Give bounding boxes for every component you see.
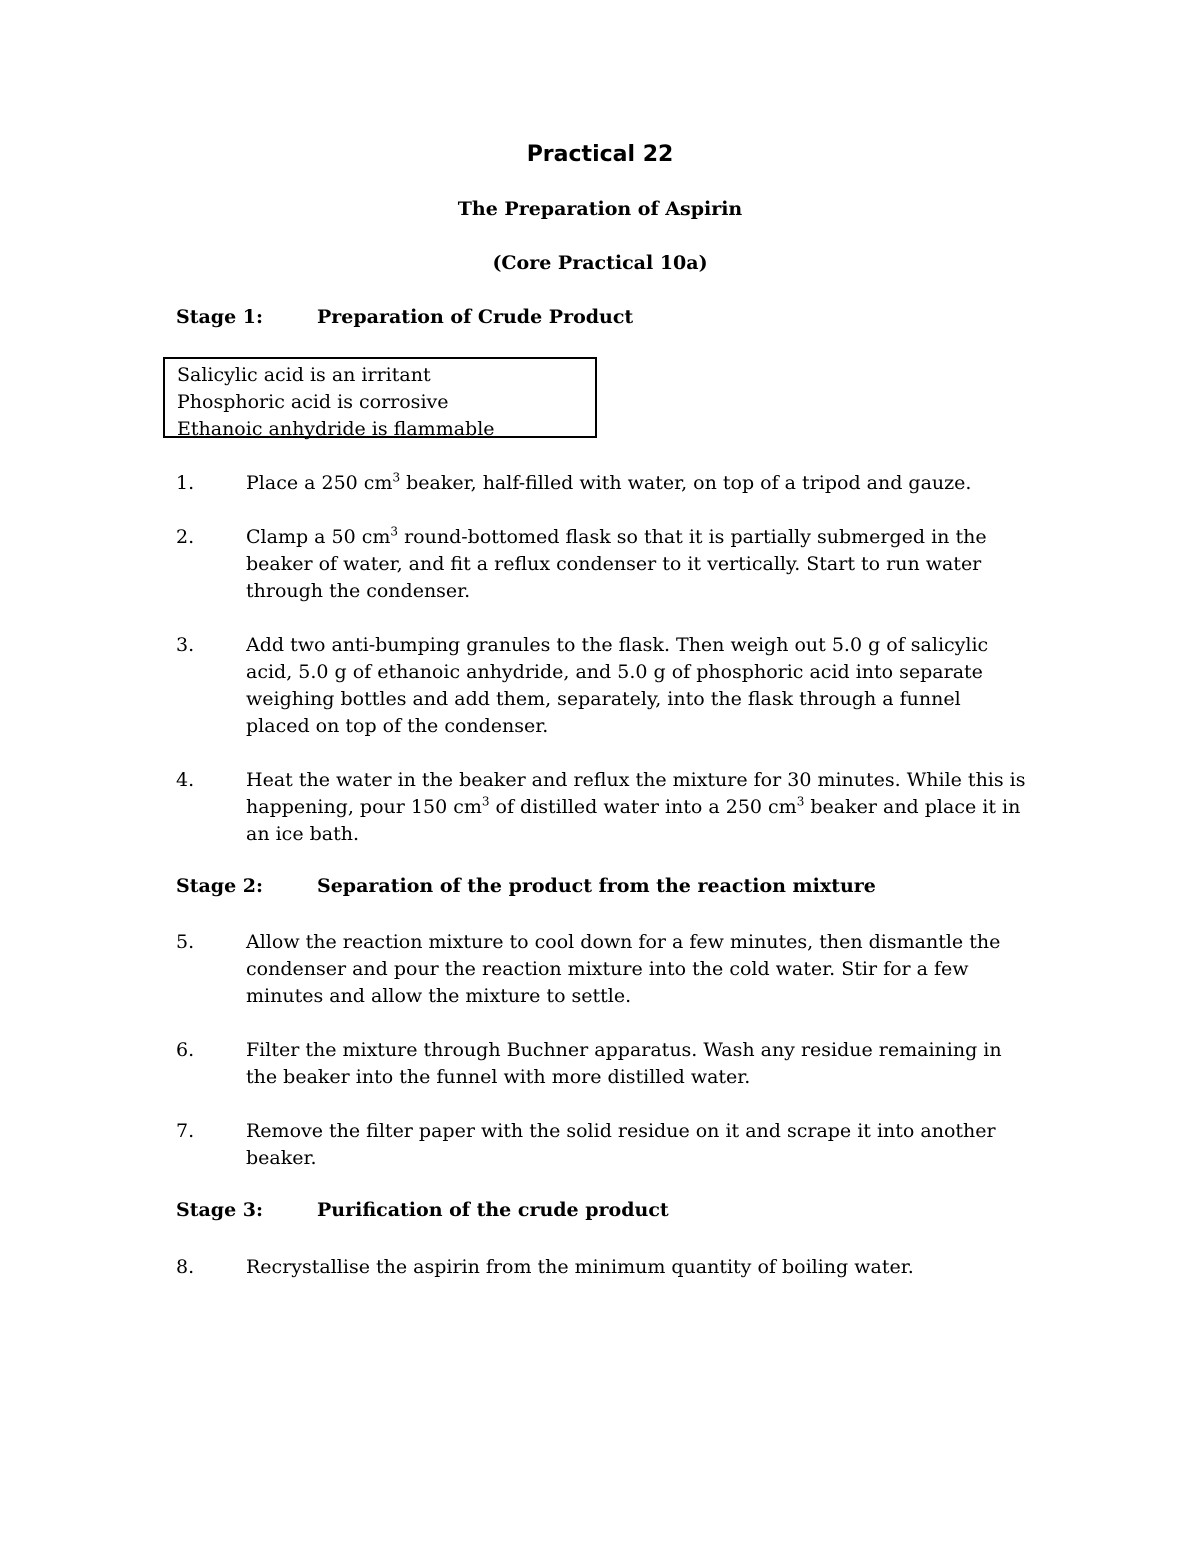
step-text: Place a 250 $cm^3$ beaker, half-filled with water, on top of a tripod and gauze.: [246, 470, 972, 494]
document-subtitle: The Preparation of Aspirin: [457, 198, 743, 220]
stage-title: Preparation of Crude Product: [317, 306, 634, 328]
hazard-item: Phosphoric acid is corrosive: [177, 391, 449, 413]
step-text: Add two anti-bumping granules to the flask. Then weigh out 5.0 g of salicylic acid, 5.0 g of ethanoic anhydride, and 5.0 g of phosphoric acid into separate weighing bottles and add them, separately, into the flask through a funnel placed on top of the condenser.: [246, 634, 989, 737]
stage-title: Purification of the crude product: [317, 1199, 669, 1221]
step-number: 8.: [176, 1256, 195, 1278]
step-text: Recrystallise the aspirin from the minimum quantity of boiling water.: [246, 1256, 914, 1278]
step-number: 5.: [176, 931, 195, 953]
step-number: 2.: [176, 526, 195, 548]
hazard-item: Ethanoic anhydride is flammable: [177, 418, 495, 440]
hazard-box: [163, 357, 597, 438]
core-practical-label: (Core Practical 10a): [492, 252, 708, 274]
step-text: Clamp a 50 $cm^3$ round-bottomed flask so that it is partially submerged in the beaker of water, and fit a reflux condenser to it vertically. Start to run water through the condenser.: [246, 524, 987, 602]
stage-number: Stage 3:: [176, 1199, 264, 1221]
stage-number: Stage 1:: [176, 306, 264, 328]
step-number: 4.: [176, 769, 195, 791]
step-text: Heat the water in the beaker and reflux the mixture for 30 minutes. While this is happening, pour 150 $cm^3$ of distilled water into a 250 $cm^3$ beaker and place it in an ice bath.: [246, 769, 1026, 845]
hazard-item: Salicylic acid is an irritant: [177, 364, 431, 386]
step-number: 6.: [176, 1039, 195, 1061]
step-text: Filter the mixture through Buchner apparatus. Wash any residue remaining in the beaker into the funnel with more distilled water.: [246, 1039, 1002, 1088]
stage-number: Stage 2:: [176, 875, 264, 897]
page-title: Practical 22: [526, 142, 674, 167]
step-number: 3.: [176, 634, 195, 656]
step-text: Remove the filter paper with the solid residue on it and scrape it into another beaker.: [246, 1120, 996, 1169]
step-text: Allow the reaction mixture to cool down for a few minutes, then dismantle the condenser and pour the reaction mixture into the cold water. Stir for a few minutes and allow the mixture to settle.: [246, 931, 1001, 1007]
stage-title: Separation of the product from the reaction mixture: [317, 875, 876, 897]
step-number: 7.: [176, 1120, 195, 1142]
step-number: 1.: [176, 472, 195, 494]
